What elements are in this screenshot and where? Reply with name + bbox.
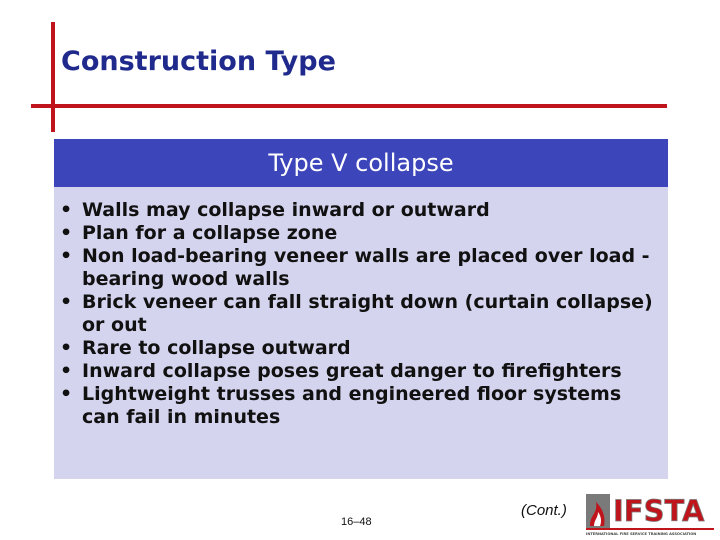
page-number: 16–48 (341, 516, 372, 528)
bullet-list (54, 199, 658, 429)
bullet-icon: • (60, 291, 73, 313)
continued-label: (Cont.) (521, 502, 567, 519)
list-item (54, 360, 658, 383)
bullet-icon: • (60, 383, 73, 405)
bullet-icon: • (60, 337, 73, 359)
bullet-text: Inward collapse poses great danger to firefighters (82, 360, 622, 382)
list-item (54, 291, 658, 337)
bullet-icon: • (60, 245, 73, 267)
ifsta-logo (584, 490, 716, 536)
bullet-icon: • (60, 199, 73, 221)
logo-tagline: INTERNATIONAL FIRE SERVICE TRAINING ASSOCIATION (586, 532, 697, 536)
logo-wordmark: IFSTA (613, 494, 705, 528)
bullet-text: Plan for a collapse zone (82, 222, 338, 244)
ifsta-logo-icon (586, 494, 610, 528)
list-item (54, 383, 658, 429)
content-panel (54, 139, 668, 479)
bullet-icon: • (60, 222, 73, 244)
list-item (54, 245, 658, 291)
list-item (54, 222, 658, 245)
bullet-text: Brick veneer can fall straight down (curtain collapse) or out (82, 291, 653, 336)
bullet-text: Non load-bearing veneer walls are placed over load -bearing wood walls (82, 245, 650, 290)
list-item (54, 337, 658, 360)
list-item (54, 199, 658, 222)
bullet-icon: • (60, 360, 73, 382)
panel-heading: Type V collapse (54, 139, 668, 187)
slide-title: Construction Type (61, 46, 336, 77)
bullet-text: Rare to collapse outward (82, 337, 351, 359)
bullet-text: Lightweight trusses and engineered floor systems can fail in minutes (82, 383, 622, 428)
bullet-text: Walls may collapse inward or outward (82, 199, 490, 221)
decorative-vertical-rule (51, 22, 55, 132)
decorative-horizontal-rule (31, 104, 667, 108)
